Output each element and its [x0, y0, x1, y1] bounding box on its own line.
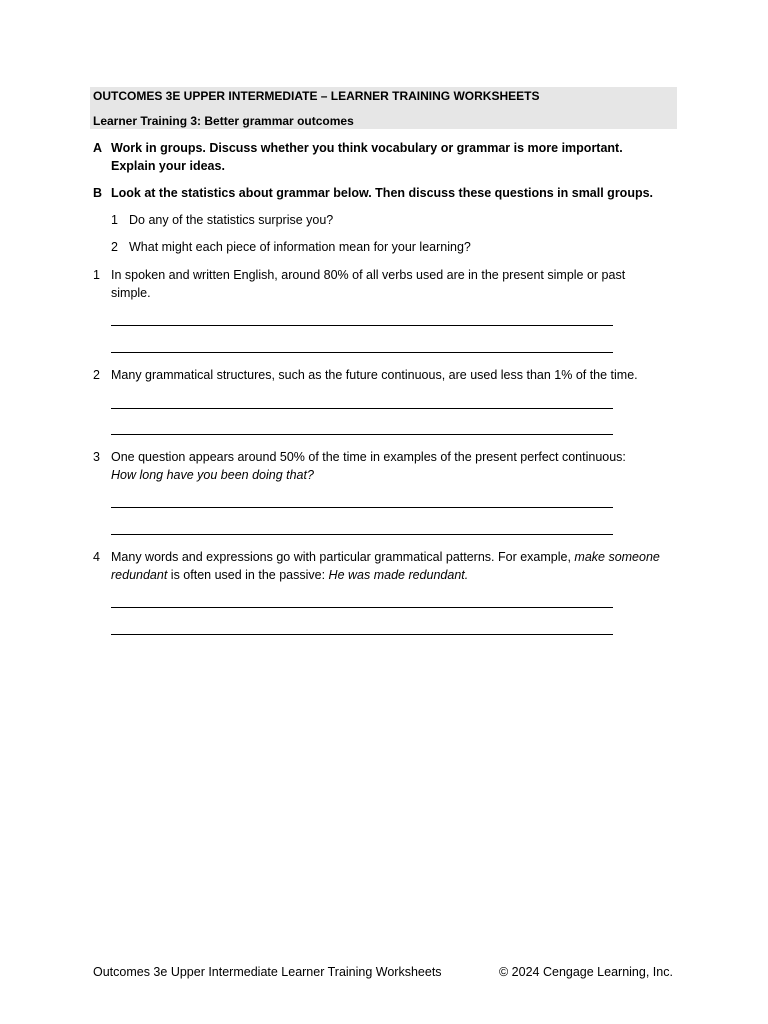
statistic-number: 1 [93, 268, 100, 282]
statistic-example: He was made redundant. [328, 568, 469, 582]
statistic-text: Many grammatical structures, such as the future continuous, are used less than 1% of the time. [111, 368, 638, 382]
answer-line[interactable] [111, 634, 613, 635]
discussion-question [111, 238, 471, 256]
discussion-question-text: What might each piece of information mean for your learning? [129, 240, 471, 254]
answer-line[interactable] [111, 534, 613, 535]
footer-title: Outcomes 3e Upper Intermediate Learner Training Worksheets [93, 965, 442, 979]
statistic-text: In spoken and written English, around 80% of all verbs used are in the present simple or past simple. [111, 268, 626, 300]
task-a-text: Work in groups. Discuss whether you think vocabulary or grammar is more important. Explain your ideas. [111, 141, 623, 173]
statistic-text: is often used in the passive: [170, 568, 326, 582]
statistic-body [111, 548, 668, 584]
answer-line[interactable] [111, 408, 613, 409]
statistic-example: How long have you been doing that? [111, 468, 314, 482]
task-b-letter: B [93, 186, 103, 200]
task-a-letter: A [93, 141, 103, 155]
discussion-question-number: 2 [111, 240, 118, 254]
statistic-body [111, 448, 668, 484]
statistic-item [93, 548, 668, 584]
statistic-text: Many words and expressions go with particular grammatical patterns. For example, [111, 550, 571, 564]
answer-line[interactable] [111, 325, 613, 326]
worksheet-subtitle: Learner Training 3: Better grammar outcomes [93, 114, 354, 128]
task-a [93, 139, 668, 175]
statistic-example: make someone redundant [111, 550, 660, 582]
answer-line[interactable] [111, 507, 613, 508]
answer-line[interactable] [111, 434, 613, 435]
statistic-text: One question appears around 50% of the time in examples of the present perfect continuous: [111, 450, 626, 464]
answer-line[interactable] [111, 352, 613, 353]
statistic-item [93, 366, 668, 384]
statistic-item [93, 266, 668, 302]
statistic-number: 4 [93, 550, 100, 564]
answer-line[interactable] [111, 607, 613, 608]
statistic-number: 2 [93, 368, 100, 382]
task-b-text: Look at the statistics about grammar below. Then discuss these questions in small groups. [111, 186, 654, 200]
footer-copyright: © 2024 Cengage Learning, Inc. [499, 965, 673, 979]
discussion-question-text: Do any of the statistics surprise you? [129, 213, 334, 227]
worksheet-title: OUTCOMES 3E UPPER INTERMEDIATE – LEARNER TRAINING WORKSHEETS [93, 89, 540, 103]
statistic-number: 3 [93, 450, 100, 464]
statistic-item [93, 448, 668, 484]
task-b [93, 184, 668, 202]
discussion-question [111, 211, 333, 229]
discussion-question-number: 1 [111, 213, 118, 227]
